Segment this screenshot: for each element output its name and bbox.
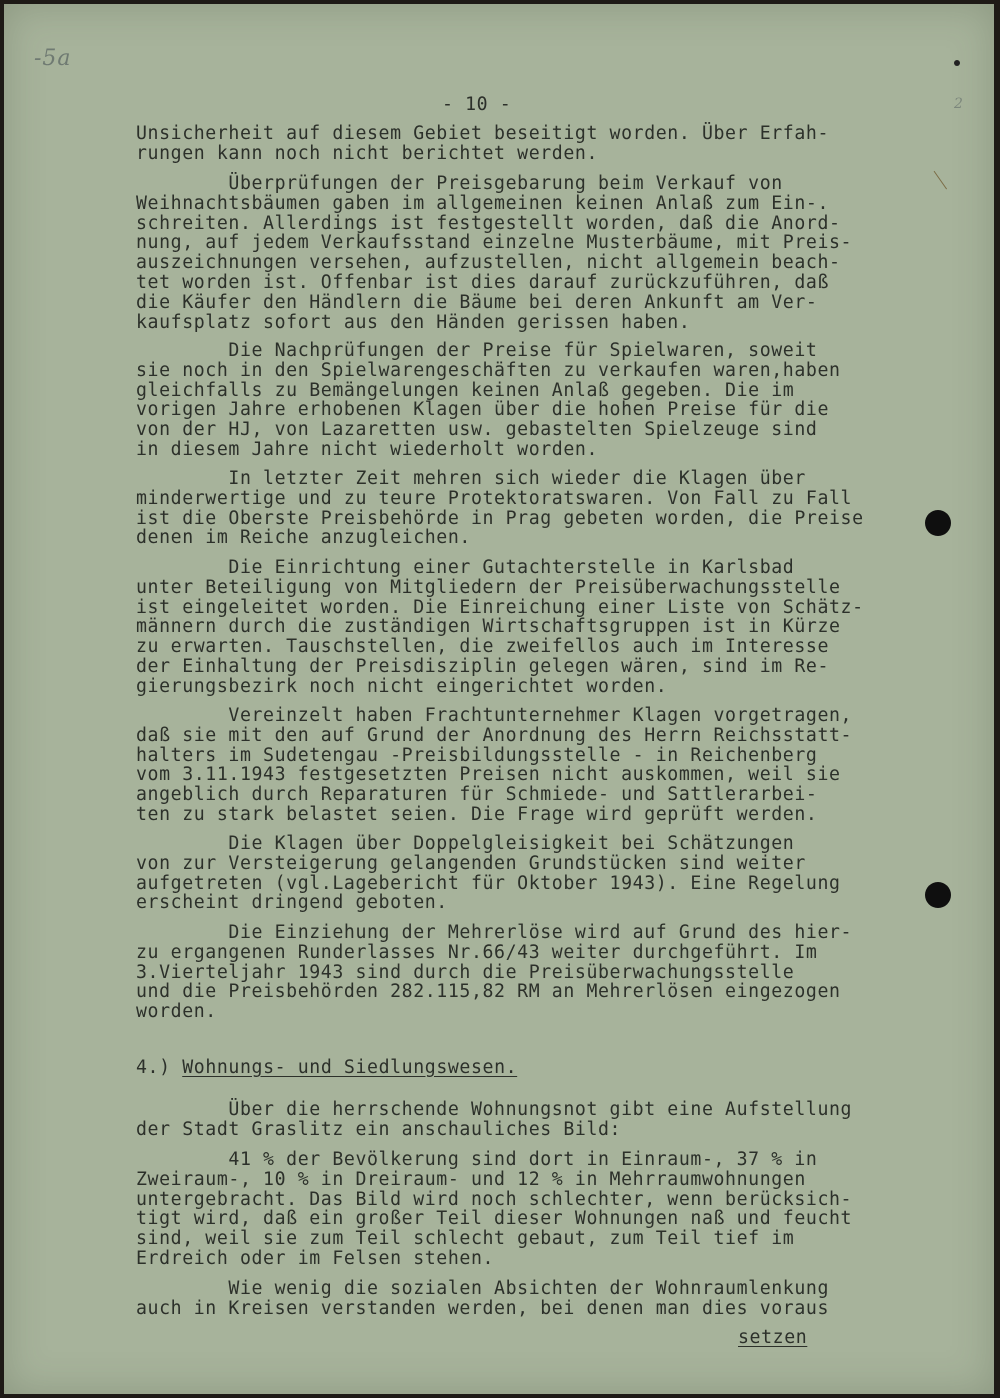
text-line: ist eingeleitet worden. Die Einreichung einer Liste von Schätz-	[136, 596, 864, 618]
text-line: gierungsbezirk noch nicht eingerichtet worden.	[136, 675, 668, 697]
text-line: auch in Kreisen verstanden werden, bei denen man dies voraus	[136, 1297, 829, 1319]
text-line: sind, weil sie zum Teil schlecht gebaut, zum Teil tief im	[136, 1228, 795, 1250]
text-line: worden.	[136, 1001, 217, 1023]
text-line: Die Einrichtung einer Gutachterstelle in Karlsbad	[136, 557, 795, 578]
text-line: 41 % der Bevölkerung sind dort in Einraum-, 37 % in	[136, 1149, 818, 1170]
text-line: denen im Reiche anzugleichen.	[136, 527, 471, 549]
text-line: vorigen Jahre erhobenen Klagen über die hohen Preise für die	[136, 399, 829, 421]
paragraph	[136, 1279, 829, 1319]
text-line: die Käufer den Händlern die Bäume bei deren Ankunft am Ver-	[136, 291, 818, 313]
punch-hole-lower	[925, 882, 951, 908]
text-line: untergebracht. Das Bild wird noch schlechter, wenn berücksich-	[136, 1188, 853, 1210]
text-line: erscheint dringend geboten.	[136, 892, 448, 914]
catchword: setzen	[738, 1327, 808, 1348]
text-line: und die Preisbehörden 282.115,82 RM an Mehrerlösen eingezogen	[136, 981, 841, 1003]
text-line: zu erwarten. Tauschstellen, die zweifellos auch im Interesse	[136, 636, 829, 658]
section-heading	[136, 1058, 517, 1078]
text-line: ten zu stark belastet seien. Die Frage wird geprüft werden.	[136, 803, 818, 825]
paragraph	[136, 706, 852, 825]
text-line: Erdreich oder im Felsen stehen.	[136, 1247, 495, 1269]
punch-hole-upper	[925, 510, 951, 536]
text-line: ist die Oberste Preisbehörde in Prag gebeten worden, die Preise	[136, 507, 864, 529]
section-title: Wohnungs- und Siedlungswesen.	[182, 1057, 518, 1078]
text-line: 3.Vierteljahr 1943 sind durch die Preisüberwachungsstelle	[136, 961, 795, 983]
text-line: Zweiraum-, 10 % in Dreiraum- und 12 % in Mehrraumwohnungen	[136, 1168, 806, 1190]
paragraph	[136, 1100, 852, 1140]
paragraph	[136, 124, 829, 164]
margin-pencil-note: -5a	[34, 46, 72, 71]
text-line: auszeichnungen versehen, aufzustellen, nicht allgemein beach-	[136, 252, 841, 274]
paragraph	[136, 834, 841, 913]
text-line: der Einhaltung der Preisdisziplin gelegen wären, sind im Re-	[136, 655, 829, 677]
text-line: In letzter Zeit mehren sich wieder die Klagen über	[136, 468, 806, 489]
text-line: der Stadt Graslitz ein anschauliches Bild:	[136, 1118, 622, 1140]
text-line: aufgetreten (vgl.Lagebericht für Oktober 1943). Eine Regelung	[136, 872, 841, 894]
text-line: gleichfalls zu Bemängelungen keinen Anlaß gegeben. Die im	[136, 379, 795, 401]
text-line: tigt wird, daß ein großer Teil dieser Wohnungen naß und feucht	[136, 1208, 853, 1230]
text-line: Unsicherheit auf diesem Gebiet beseitigt worden. Über Erfah-	[136, 123, 829, 144]
text-line: sie noch in den Spielwarengeschäften zu verkaufen waren,haben	[136, 359, 841, 381]
text-line: Vereinzelt haben Frachtunternehmer Klagen vorgetragen,	[136, 705, 853, 726]
text-line: zu ergangenen Runderlasses Nr.66/43 weiter durchgeführt. Im	[136, 941, 818, 963]
paragraph	[136, 1150, 852, 1269]
text-line: halters im Sudetengau -Preisbildungsstelle - in Reichenberg	[136, 744, 818, 766]
paragraph	[136, 341, 841, 460]
paragraph	[136, 469, 864, 548]
text-line: von der HJ, von Lazaretten usw. gebastelten Spielzeuge sind	[136, 419, 818, 441]
text-line: schreiten. Allerdings ist festgestellt worden, daß die Anord-	[136, 212, 841, 234]
text-line: unter Beteiligung von Mitgliedern der Preisüberwachungsstelle	[136, 576, 841, 598]
text-line: Die Nachprüfungen der Preise für Spielwaren, soweit	[136, 340, 818, 361]
text-line: Überprüfungen der Preisgebarung beim Verkauf von	[136, 173, 783, 194]
text-line: angeblich durch Reparaturen für Schmiede- und Sattlerarbei-	[136, 784, 818, 806]
text-line: daß sie mit den auf Grund der Anordnung des Herrn Reichsstatt-	[136, 724, 853, 746]
section-number: 4.)	[136, 1057, 171, 1078]
text-line: Die Einziehung der Mehrerlöse wird auf Grund des hier-	[136, 922, 853, 943]
paragraph	[136, 174, 852, 332]
text-line: nung, auf jedem Verkaufsstand einzelne Musterbäume, mit Preis-	[136, 232, 853, 254]
text-line: in diesem Jahre nicht wiederholt worden.	[136, 438, 598, 460]
paragraph	[136, 558, 864, 697]
text-line: minderwertige und zu teure Protektoratswaren. Von Fall zu Fall	[136, 487, 853, 509]
text-line: Weihnachtsbäumen gaben im allgemeinen keinen Anlaß zum Ein-.	[136, 192, 829, 214]
text-line: kaufsplatz sofort aus den Händen gerissen haben.	[136, 311, 691, 333]
text-line: von zur Versteigerung gelangenden Grundstücken sind weiter	[136, 852, 806, 874]
page-number: - 10 -	[442, 94, 512, 115]
text-line: Die Klagen über Doppelgleisigkeit bei Schätzungen	[136, 833, 795, 854]
paragraph	[136, 923, 852, 1022]
margin-mark	[954, 60, 960, 66]
text-line: vom 3.11.1943 festgesetzten Preisen nicht auskommen, weil sie	[136, 764, 841, 786]
text-line: Über die herrschende Wohnungsnot gibt eine Aufstellung	[136, 1099, 853, 1120]
margin-pencil-mark: 2	[954, 96, 963, 112]
text-line: Wie wenig die sozialen Absichten der Wohnraumlenkung	[136, 1278, 829, 1299]
text-line: rungen kann noch nicht berichtet werden.	[136, 142, 598, 164]
text-line: männern durch die zuständigen Wirtschaftsgruppen ist in Kürze	[136, 616, 841, 638]
text-line: tet worden ist. Offenbar ist dies darauf zurückzuführen, daß	[136, 271, 829, 293]
